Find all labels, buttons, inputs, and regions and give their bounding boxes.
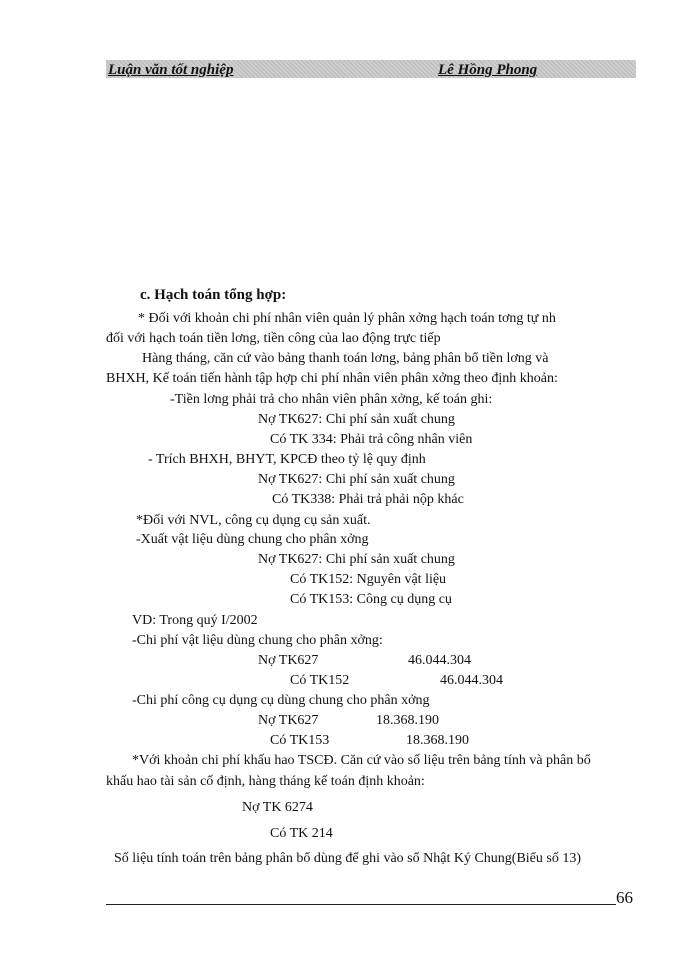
example-materials-credit-account: Có TK152 bbox=[290, 673, 350, 688]
paragraph-line: đối với hạch toán tiền lơng, tiền công của lao động trực tiếp bbox=[106, 331, 441, 346]
example-tools-debit-account: Nợ TK627 bbox=[258, 713, 319, 728]
example-intro: VD: Trong quý I/2002 bbox=[132, 613, 258, 628]
wage-credit-entry: Có TK 334: Phải trả công nhân viên bbox=[270, 432, 473, 447]
insurance-debit-entry: Nợ TK627: Chi phí sản xuất chung bbox=[258, 472, 455, 487]
closing-sentence: Số liệu tính toán trên bảng phân bổ dùng để ghi vào sổ Nhật Ký Chung(Biểu số 13) bbox=[114, 851, 581, 866]
wage-debit-entry: Nợ TK627: Chi phí sản xuất chung bbox=[258, 412, 455, 427]
depreciation-paragraph-line: khấu hao tài sản cố định, hàng tháng kế toán định khoản: bbox=[106, 774, 425, 789]
depreciation-credit-entry: Có TK 214 bbox=[270, 826, 333, 841]
depreciation-debit-entry: Nợ TK 6274 bbox=[242, 800, 313, 815]
paragraph-line: * Đối với khoản chi phí nhân viên quản lý phân xởng hạch toán tơng tự nh bbox=[138, 311, 556, 326]
footer-rule bbox=[106, 904, 616, 905]
paragraph-line: BHXH, Kế toán tiến hành tập hợp chi phí nhân viên phân xởng theo định khoản: bbox=[106, 371, 558, 386]
example-tools-label: -Chi phí công cụ dụng cụ dùng chung cho phân xởng bbox=[132, 693, 430, 708]
example-materials-label: -Chi phí vật liệu dùng chung cho phân xởng: bbox=[132, 633, 383, 648]
example-materials-credit-amount: 46.044.304 bbox=[440, 673, 503, 688]
example-tools-debit-amount: 18.368.190 bbox=[376, 713, 439, 728]
insurance-label: - Trích BHXH, BHYT, KPCĐ theo tỷ lệ quy định bbox=[148, 452, 426, 467]
example-tools-credit-account: Có TK153 bbox=[270, 733, 330, 748]
section-heading: c. Hạch toán tổng hợp: bbox=[140, 287, 287, 303]
paragraph-line: Hàng tháng, căn cứ vào bảng thanh toán lơng, bảng phân bổ tiền lơng và bbox=[142, 351, 549, 366]
header-thesis-label: Luận văn tốt nghiệp bbox=[108, 62, 234, 78]
example-materials-debit-account: Nợ TK627 bbox=[258, 653, 319, 668]
example-materials-debit-amount: 46.044.304 bbox=[408, 653, 471, 668]
header-author-name: Lê Hồng Phong bbox=[438, 62, 538, 78]
page-number: 66 bbox=[616, 888, 633, 907]
example-tools-credit-amount: 18.368.190 bbox=[406, 733, 469, 748]
materials-label: -Xuất vật liệu dùng chung cho phân xởng bbox=[136, 532, 369, 547]
insurance-credit-entry: Có TK338: Phải trả phải nộp khác bbox=[272, 492, 464, 507]
materials-intro: *Đối với NVL, công cụ dụng cụ sản xuất. bbox=[136, 513, 371, 528]
wage-label: -Tiền lơng phải trả cho nhân viên phân xởng, kế toán ghi: bbox=[170, 392, 493, 407]
materials-credit-entry: Có TK153: Công cụ dụng cụ bbox=[290, 592, 452, 607]
depreciation-paragraph-line: *Với khoản chi phí khấu hao TSCĐ. Căn cứ vào số liệu trên bảng tính và phân bổ bbox=[132, 753, 591, 768]
materials-credit-entry: Có TK152: Nguyên vật liệu bbox=[290, 572, 447, 587]
materials-debit-entry: Nợ TK627: Chi phí sản xuất chung bbox=[258, 552, 455, 567]
